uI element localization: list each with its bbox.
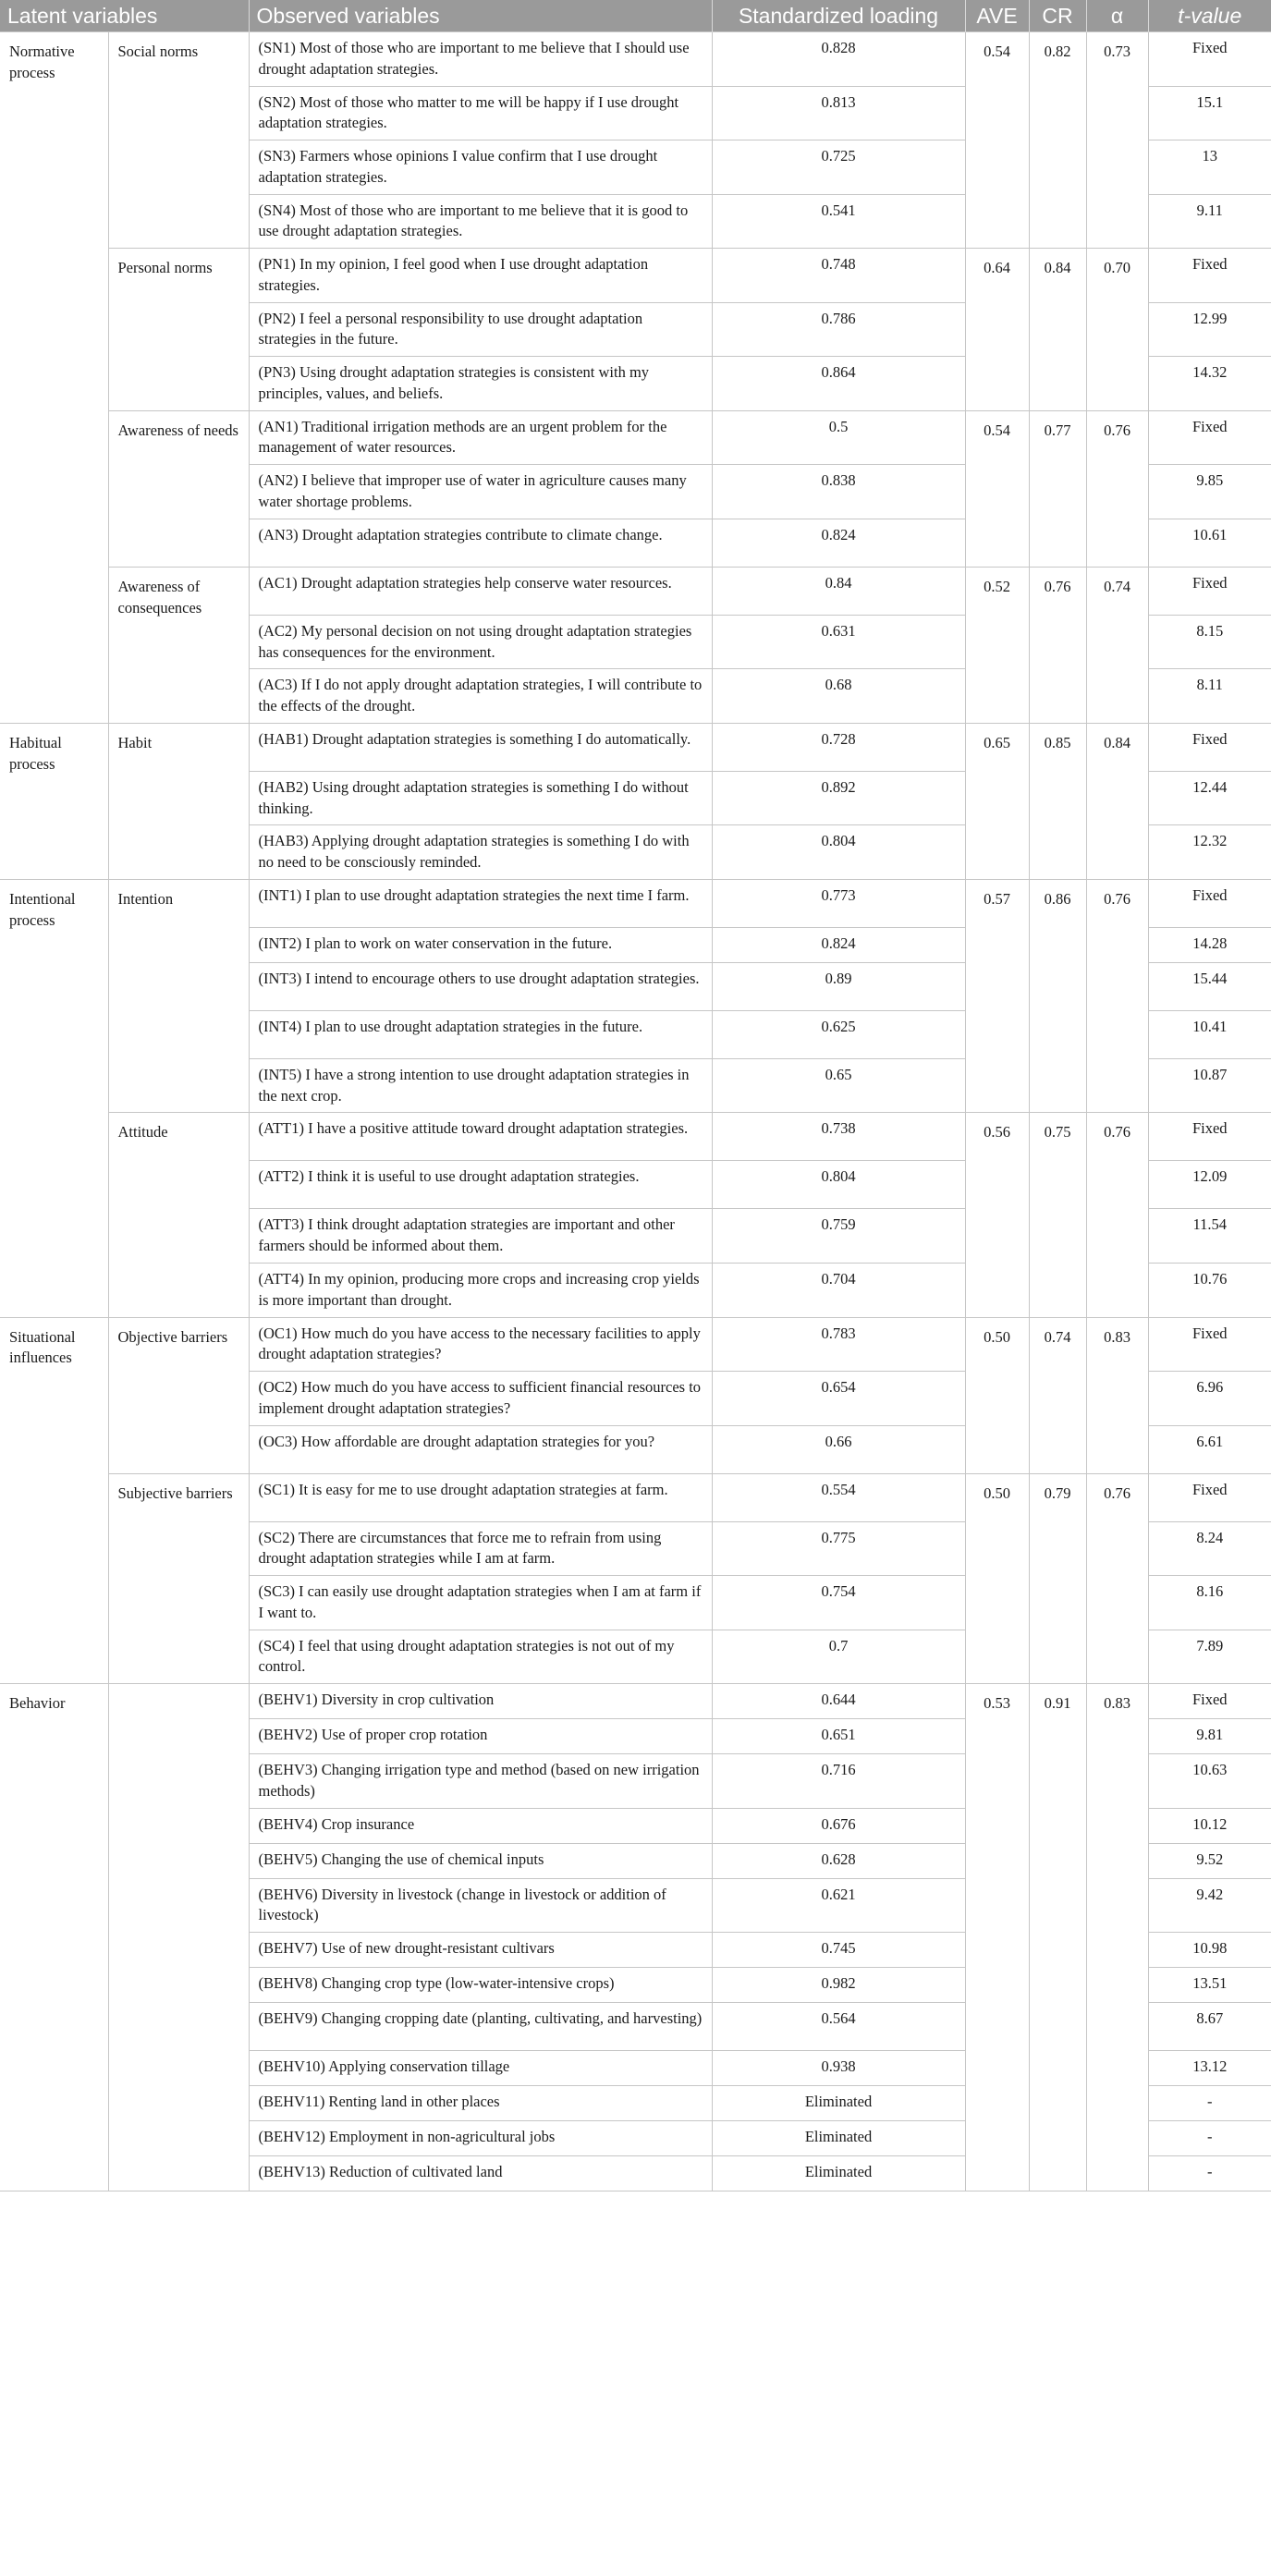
t-value-cell: 13.12 <box>1148 2051 1271 2086</box>
observed-variable-cell: (BEHV11) Renting land in other places <box>249 2086 712 2121</box>
observed-variable-cell: (AN2) I believe that improper use of water in agriculture causes many water shortage problems. <box>249 465 712 519</box>
cr-cell: 0.76 <box>1029 567 1086 723</box>
alpha-cell: 0.70 <box>1086 249 1148 411</box>
observed-variable-cell: (BEHV13) Reduction of cultivated land <box>249 2156 712 2191</box>
observed-variable-cell: (INT2) I plan to work on water conservation in the future. <box>249 927 712 962</box>
observed-variable-cell: (BEHV7) Use of new drought-resistant cultivars <box>249 1933 712 1968</box>
observed-variable-cell: (PN2) I feel a personal responsibility to use drought adaptation strategies in the future. <box>249 302 712 357</box>
t-value-cell: 6.61 <box>1148 1425 1271 1473</box>
t-value-cell: 12.32 <box>1148 825 1271 880</box>
loading-cell: 0.813 <box>712 86 965 140</box>
observed-variable-cell: (SN4) Most of those who are important to me believe that it is good to use drought adaptation strategies. <box>249 194 712 249</box>
loading-cell: 0.625 <box>712 1010 965 1058</box>
loading-cell: 0.5 <box>712 410 965 465</box>
t-value-cell: 10.63 <box>1148 1754 1271 1809</box>
loading-cell: 0.628 <box>712 1843 965 1878</box>
table-row <box>0 410 1271 465</box>
t-value-cell: Fixed <box>1148 1113 1271 1161</box>
loading-cell: 0.759 <box>712 1209 965 1264</box>
observed-variable-cell: (INT5) I have a strong intention to use drought adaptation strategies in the next crop. <box>249 1058 712 1113</box>
t-value-cell: Fixed <box>1148 567 1271 615</box>
t-value-cell: Fixed <box>1148 32 1271 87</box>
loading-cell: 0.838 <box>712 465 965 519</box>
header-standardized-loading: Standardized loading <box>712 0 965 32</box>
loading-cell: 0.644 <box>712 1684 965 1719</box>
construct-cell: Subjective barriers <box>108 1473 249 1684</box>
loading-cell: 0.7 <box>712 1630 965 1684</box>
construct-cell: Awareness of consequences <box>108 567 249 723</box>
table-row <box>0 879 1271 927</box>
ave-cell: 0.65 <box>965 723 1029 879</box>
table-row <box>0 1317 1271 1372</box>
loading-cell: Eliminated <box>712 2156 965 2191</box>
t-value-cell: 10.76 <box>1148 1263 1271 1317</box>
header-latent-variables: Latent variables <box>0 0 249 32</box>
construct-cell: Attitude <box>108 1113 249 1317</box>
t-value-cell: 15.1 <box>1148 86 1271 140</box>
loading-cell: 0.66 <box>712 1425 965 1473</box>
header-t-value-label: t-value <box>1178 3 1242 28</box>
header-cr: CR <box>1029 0 1086 32</box>
t-value-cell: Fixed <box>1148 723 1271 771</box>
loading-cell: 0.938 <box>712 2051 965 2086</box>
table-row <box>0 723 1271 771</box>
loading-cell: 0.541 <box>712 194 965 249</box>
observed-variable-cell: (PN1) In my opinion, I feel good when I use drought adaptation strategies. <box>249 249 712 303</box>
cr-cell: 0.79 <box>1029 1473 1086 1684</box>
ave-cell: 0.52 <box>965 567 1029 723</box>
observed-variable-cell: (AC1) Drought adaptation strategies help conserve water resources. <box>249 567 712 615</box>
cr-cell: 0.85 <box>1029 723 1086 879</box>
loading-cell: 0.773 <box>712 879 965 927</box>
ave-cell: 0.54 <box>965 410 1029 567</box>
t-value-cell: Fixed <box>1148 1317 1271 1372</box>
latent-group-cell: Intentional process <box>0 879 108 1317</box>
t-value-cell: 8.67 <box>1148 2003 1271 2051</box>
loading-cell: 0.738 <box>712 1113 965 1161</box>
t-value-cell: 12.99 <box>1148 302 1271 357</box>
observed-variable-cell: (PN3) Using drought adaptation strategies is consistent with my principles, values, and beliefs. <box>249 357 712 411</box>
construct-cell: Personal norms <box>108 249 249 411</box>
observed-variable-cell: (BEHV6) Diversity in livestock (change in livestock or addition of livestock) <box>249 1878 712 1933</box>
t-value-cell: - <box>1148 2086 1271 2121</box>
t-value-cell: 11.54 <box>1148 1209 1271 1264</box>
alpha-cell: 0.74 <box>1086 567 1148 723</box>
cr-cell: 0.91 <box>1029 1684 1086 2191</box>
cr-cell: 0.75 <box>1029 1113 1086 1317</box>
observed-variable-cell: (ATT3) I think drought adaptation strategies are important and other farmers should be informed about them. <box>249 1209 712 1264</box>
ave-cell: 0.64 <box>965 249 1029 411</box>
observed-variable-cell: (BEHV8) Changing crop type (low-water-intensive crops) <box>249 1968 712 2003</box>
loading-cell: Eliminated <box>712 2086 965 2121</box>
loading-cell: 0.676 <box>712 1808 965 1843</box>
t-value-cell: 10.41 <box>1148 1010 1271 1058</box>
loading-cell: 0.651 <box>712 1719 965 1754</box>
t-value-cell: Fixed <box>1148 1473 1271 1521</box>
observed-variable-cell: (AN3) Drought adaptation strategies contribute to climate change. <box>249 519 712 567</box>
alpha-cell: 0.76 <box>1086 1113 1148 1317</box>
loading-cell: 0.728 <box>712 723 965 771</box>
loading-cell: 0.804 <box>712 1161 965 1209</box>
loading-cell: 0.621 <box>712 1878 965 1933</box>
t-value-cell: 7.89 <box>1148 1630 1271 1684</box>
ave-cell: 0.57 <box>965 879 1029 1113</box>
loading-cell: 0.754 <box>712 1576 965 1630</box>
observed-variable-cell: (BEHV9) Changing cropping date (planting, cultivating, and harvesting) <box>249 2003 712 2051</box>
cr-cell: 0.86 <box>1029 879 1086 1113</box>
loading-cell: 0.68 <box>712 669 965 724</box>
table-row <box>0 32 1271 87</box>
construct-cell: Social norms <box>108 32 249 249</box>
loading-cell: 0.725 <box>712 140 965 195</box>
t-value-cell: 9.52 <box>1148 1843 1271 1878</box>
t-value-cell: 8.15 <box>1148 615 1271 669</box>
table-row <box>0 249 1271 303</box>
observed-variable-cell: (BEHV1) Diversity in crop cultivation <box>249 1684 712 1719</box>
t-value-cell: 13.51 <box>1148 1968 1271 2003</box>
table-row <box>0 1113 1271 1161</box>
header-ave: AVE <box>965 0 1029 32</box>
alpha-cell: 0.76 <box>1086 879 1148 1113</box>
construct-cell: Intention <box>108 879 249 1113</box>
loading-cell: 0.824 <box>712 927 965 962</box>
observed-variable-cell: (SN1) Most of those who are important to me believe that I should use drought adaptation strategies. <box>249 32 712 87</box>
t-value-cell: 8.24 <box>1148 1521 1271 1576</box>
loading-cell: 0.716 <box>712 1754 965 1809</box>
t-value-cell: 14.28 <box>1148 927 1271 962</box>
observed-variable-cell: (AC3) If I do not apply drought adaptation strategies, I will contribute to the effects of the drought. <box>249 669 712 724</box>
loading-cell: 0.554 <box>712 1473 965 1521</box>
cr-cell: 0.74 <box>1029 1317 1086 1473</box>
observed-variable-cell: (OC3) How affordable are drought adaptation strategies for you? <box>249 1425 712 1473</box>
observed-variable-cell: (SN3) Farmers whose opinions I value confirm that I use drought adaptation strategies. <box>249 140 712 195</box>
t-value-cell: 13 <box>1148 140 1271 195</box>
t-value-cell: Fixed <box>1148 410 1271 465</box>
t-value-cell: 6.96 <box>1148 1372 1271 1426</box>
cr-cell: 0.82 <box>1029 32 1086 249</box>
latent-group-cell: Normative process <box>0 32 108 724</box>
t-value-cell: 9.42 <box>1148 1878 1271 1933</box>
observed-variable-cell: (OC2) How much do you have access to sufficient financial resources to implement drought adaptation strategies? <box>249 1372 712 1426</box>
observed-variable-cell: (HAB2) Using drought adaptation strategies is something I do without thinking. <box>249 771 712 825</box>
t-value-cell: 9.81 <box>1148 1719 1271 1754</box>
construct-cell <box>108 1684 249 2191</box>
observed-variable-cell: (SC4) I feel that using drought adaptation strategies is not out of my control. <box>249 1630 712 1684</box>
t-value-cell: Fixed <box>1148 1684 1271 1719</box>
t-value-cell: 8.16 <box>1148 1576 1271 1630</box>
observed-variable-cell: (ATT4) In my opinion, producing more crops and increasing crop yields is more important than drought. <box>249 1263 712 1317</box>
observed-variable-cell: (AN1) Traditional irrigation methods are an urgent problem for the management of water resources. <box>249 410 712 465</box>
t-value-cell: - <box>1148 2156 1271 2191</box>
construct-cell: Awareness of needs <box>108 410 249 567</box>
loading-cell: 0.804 <box>712 825 965 880</box>
observed-variable-cell: (INT4) I plan to use drought adaptation strategies in the future. <box>249 1010 712 1058</box>
construct-cell: Objective barriers <box>108 1317 249 1473</box>
loading-cell: 0.786 <box>712 302 965 357</box>
latent-group-cell: Behavior <box>0 1684 108 2191</box>
t-value-cell: 14.32 <box>1148 357 1271 411</box>
observed-variable-cell: (SC3) I can easily use drought adaptation strategies when I am at farm if I want to. <box>249 1576 712 1630</box>
loading-cell: 0.783 <box>712 1317 965 1372</box>
loading-cell: 0.84 <box>712 567 965 615</box>
latent-group-cell: Habitual process <box>0 723 108 879</box>
table-body <box>0 32 1271 2191</box>
ave-cell: 0.54 <box>965 32 1029 249</box>
loading-cell: 0.982 <box>712 1968 965 2003</box>
ave-cell: 0.53 <box>965 1684 1029 2191</box>
alpha-cell: 0.76 <box>1086 410 1148 567</box>
t-value-cell: 8.11 <box>1148 669 1271 724</box>
observed-variable-cell: (OC1) How much do you have access to the necessary facilities to apply drought adaptation strategies? <box>249 1317 712 1372</box>
ave-cell: 0.50 <box>965 1317 1029 1473</box>
table-row <box>0 1473 1271 1521</box>
alpha-cell: 0.73 <box>1086 32 1148 249</box>
loading-cell: 0.654 <box>712 1372 965 1426</box>
header-observed-variables: Observed variables <box>249 0 712 32</box>
loading-cell: 0.65 <box>712 1058 965 1113</box>
observed-variable-cell: (INT3) I intend to encourage others to use drought adaptation strategies. <box>249 962 712 1010</box>
observed-variable-cell: (SC2) There are circumstances that force me to refrain from using drought adaptation strategies while I am at farm. <box>249 1521 712 1576</box>
header-alpha: α <box>1086 0 1148 32</box>
t-value-cell: - <box>1148 2121 1271 2156</box>
table-row <box>0 1684 1271 1719</box>
ave-cell: 0.50 <box>965 1473 1029 1684</box>
loading-cell: 0.828 <box>712 32 965 87</box>
observed-variable-cell: (BEHV10) Applying conservation tillage <box>249 2051 712 2086</box>
latent-group-cell: Situational influences <box>0 1317 108 1684</box>
observed-variable-cell: (BEHV4) Crop insurance <box>249 1808 712 1843</box>
ave-cell: 0.56 <box>965 1113 1029 1317</box>
observed-variable-cell: (SC1) It is easy for me to use drought adaptation strategies at farm. <box>249 1473 712 1521</box>
t-value-cell: Fixed <box>1148 879 1271 927</box>
loading-cell: 0.748 <box>712 249 965 303</box>
observed-variable-cell: (ATT1) I have a positive attitude toward drought adaptation strategies. <box>249 1113 712 1161</box>
t-value-cell: 12.44 <box>1148 771 1271 825</box>
cr-cell: 0.77 <box>1029 410 1086 567</box>
t-value-cell: Fixed <box>1148 249 1271 303</box>
loading-cell: 0.864 <box>712 357 965 411</box>
construct-cell: Habit <box>108 723 249 879</box>
loading-cell: 0.775 <box>712 1521 965 1576</box>
t-value-cell: 12.09 <box>1148 1161 1271 1209</box>
t-value-cell: 10.61 <box>1148 519 1271 567</box>
alpha-cell: 0.83 <box>1086 1684 1148 2191</box>
t-value-cell: 10.87 <box>1148 1058 1271 1113</box>
loading-cell: 0.704 <box>712 1263 965 1317</box>
observed-variable-cell: (HAB3) Applying drought adaptation strategies is something I do with no need to be consciously reminded. <box>249 825 712 880</box>
cr-cell: 0.84 <box>1029 249 1086 411</box>
loading-cell: 0.824 <box>712 519 965 567</box>
loading-cell: 0.564 <box>712 2003 965 2051</box>
observed-variable-cell: (AC2) My personal decision on not using drought adaptation strategies has consequences for the environment. <box>249 615 712 669</box>
observed-variable-cell: (BEHV2) Use of proper crop rotation <box>249 1719 712 1754</box>
alpha-cell: 0.84 <box>1086 723 1148 879</box>
observed-variable-cell: (ATT2) I think it is useful to use drought adaptation strategies. <box>249 1161 712 1209</box>
loading-cell: 0.89 <box>712 962 965 1010</box>
alpha-cell: 0.83 <box>1086 1317 1148 1473</box>
t-value-cell: 10.98 <box>1148 1933 1271 1968</box>
alpha-cell: 0.76 <box>1086 1473 1148 1684</box>
loading-cell: 0.892 <box>712 771 965 825</box>
observed-variable-cell: (BEHV12) Employment in non-agricultural jobs <box>249 2121 712 2156</box>
header-t-value <box>1148 0 1271 32</box>
t-value-cell: 9.85 <box>1148 465 1271 519</box>
observed-variable-cell: (INT1) I plan to use drought adaptation strategies the next time I farm. <box>249 879 712 927</box>
table-header <box>0 0 1271 32</box>
table-row <box>0 567 1271 615</box>
loading-cell: 0.745 <box>712 1933 965 1968</box>
observed-variable-cell: (BEHV3) Changing irrigation type and method (based on new irrigation methods) <box>249 1754 712 1809</box>
loading-cell: Eliminated <box>712 2121 965 2156</box>
observed-variable-cell: (HAB1) Drought adaptation strategies is something I do automatically. <box>249 723 712 771</box>
t-value-cell: 9.11 <box>1148 194 1271 249</box>
observed-variable-cell: (SN2) Most of those who matter to me will be happy if I use drought adaptation strategies. <box>249 86 712 140</box>
t-value-cell: 15.44 <box>1148 962 1271 1010</box>
loading-cell: 0.631 <box>712 615 965 669</box>
observed-variable-cell: (BEHV5) Changing the use of chemical inputs <box>249 1843 712 1878</box>
t-value-cell: 10.12 <box>1148 1808 1271 1843</box>
